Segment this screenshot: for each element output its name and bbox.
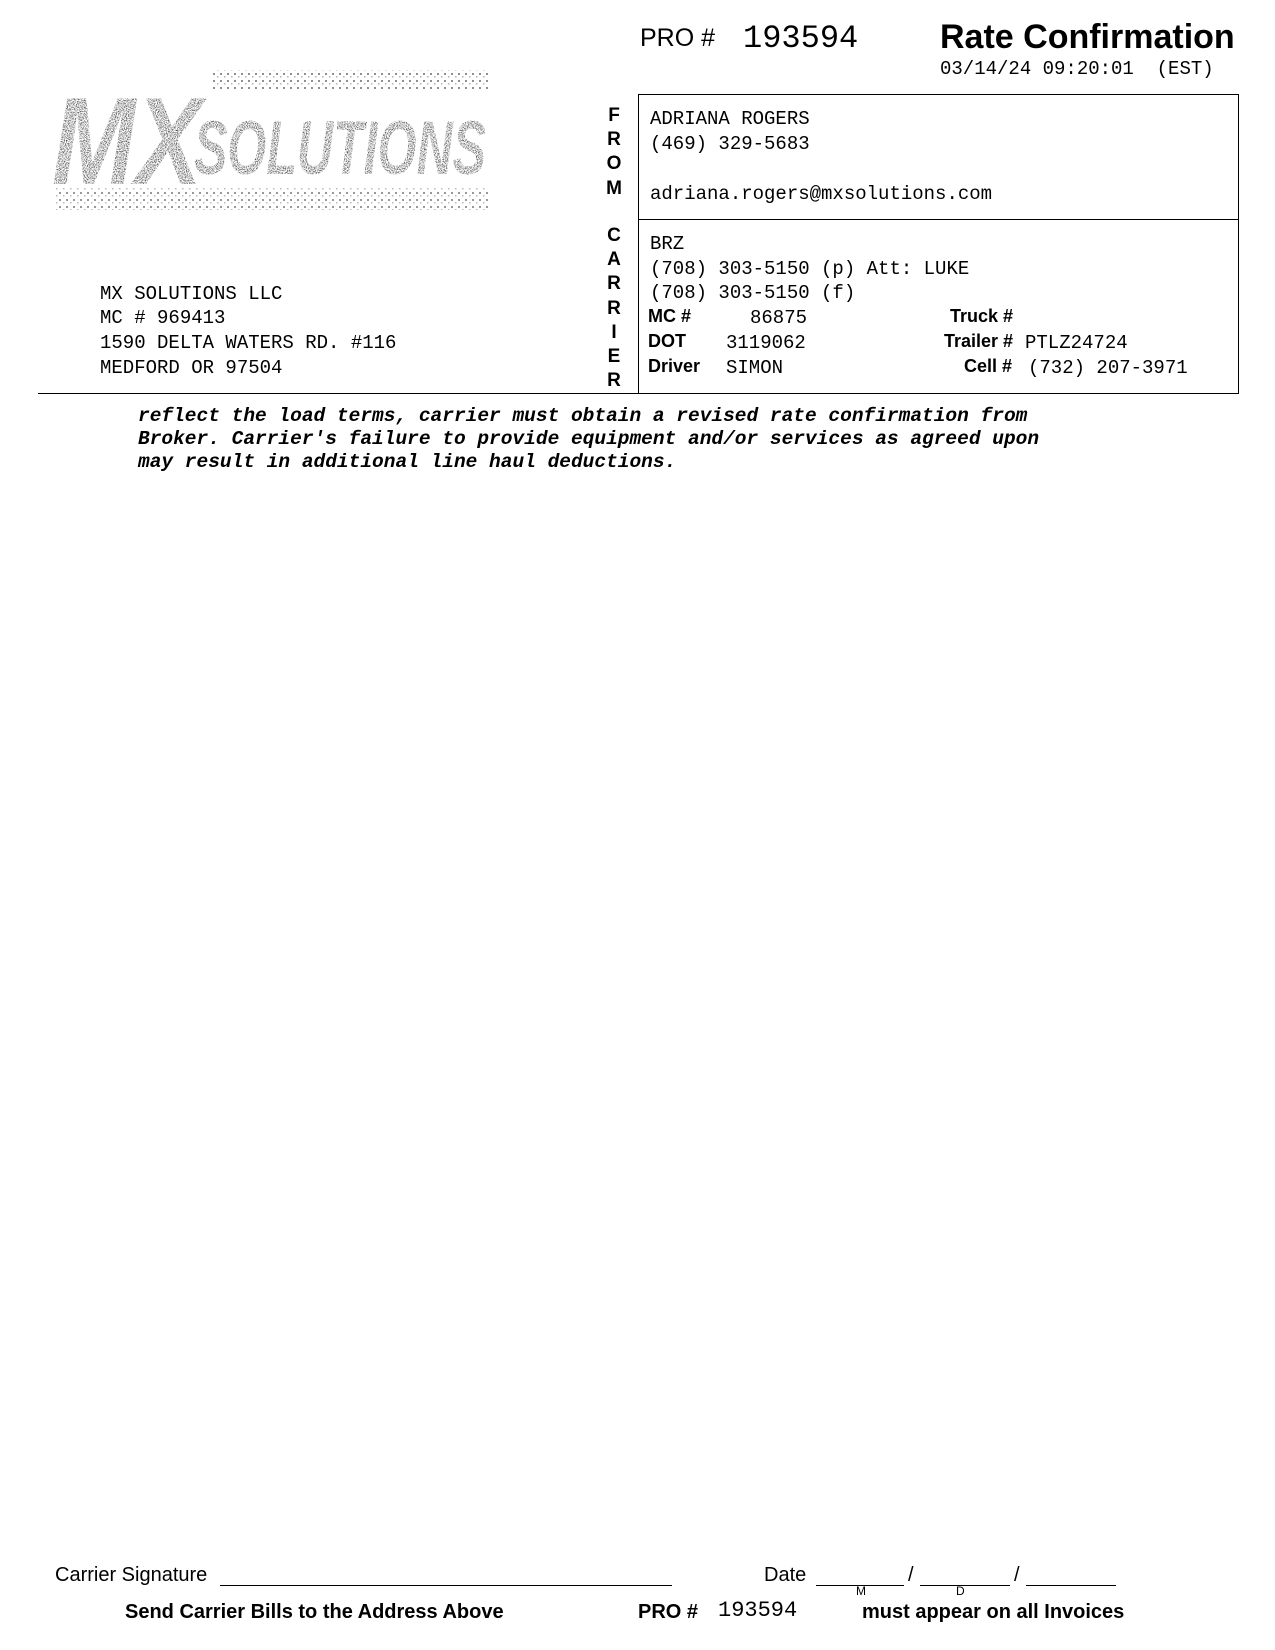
logo-solutions-text: SOLUTIONS [194,106,486,191]
broker-name: MX SOLUTIONS LLC [100,283,283,305]
logo-mx-text: MX [52,73,208,211]
carrier-truck-label: Truck # [950,306,1014,326]
carrier-mc-label: MC # [648,306,692,326]
from-letter: O [606,153,622,175]
date-month-sublabel: M [856,1584,866,1598]
carrier-driver-value: SIMON [726,357,784,379]
carrier-letter: R [607,273,621,295]
carrier-driver-label: Driver [648,356,701,376]
broker-city: MEDFORD OR 97504 [100,357,283,379]
carrier-cell-value: (732) 207-3971 [1028,357,1188,379]
date-slash: / [908,1564,914,1586]
from-vertical-label [604,104,624,201]
carrier-letter: R [607,370,621,392]
date-slash: / [1014,1564,1020,1586]
terms-line: may result in additional line haul deductions. [138,451,677,473]
document-datetime: 03/14/24 09:20:01 (EST) [940,58,1214,80]
terms-line: Broker. Carrier's failure to provide equipment and/or services as agreed upon [138,428,1040,450]
from-letter: R [607,129,621,151]
carrier-trailer-label: Trailer # [944,331,1014,351]
carrier-cell-label: Cell # [964,356,1013,376]
carrier-letter: R [607,297,621,319]
carrier-mc-value: 86875 [750,307,808,329]
from-phone: (469) 329-5683 [650,133,810,155]
broker-street: 1590 DELTA WATERS RD. #116 [100,332,397,354]
carrier-letter: A [607,249,621,271]
send-bills-note: Send Carrier Bills to the Address Above [125,1601,504,1623]
carrier-letter: E [607,346,621,368]
broker-mc: MC # 969413 [100,307,226,329]
date-day-line[interactable] [920,1585,1010,1586]
carrier-trailer-value: PTLZ24724 [1025,332,1128,354]
footer-pro-label: PRO # [638,1601,699,1623]
carrier-letter: C [607,225,621,246]
carrier-letter: I [611,321,617,343]
carrier-name: BRZ [650,233,685,255]
pro-label: PRO # [640,24,716,52]
footer-invoice-note: must appear on all Invoices [862,1601,1125,1623]
header-divider [38,393,1239,394]
carrier-vertical-label [604,224,624,393]
terms-line: reflect the load terms, carrier must obtain a revised rate confirmation from [138,405,1028,427]
pro-number: 193594 [743,20,859,57]
date-label: Date [764,1564,807,1586]
carrier-dot-label: DOT [648,331,686,351]
company-logo [52,66,492,222]
signature-label: Carrier Signature [55,1564,208,1586]
document-title: Rate Confirmation [940,18,1235,56]
footer-pro-number: 193594 [718,1598,798,1623]
carrier-dot-value: 3119062 [726,332,806,354]
carrier-fax: (708) 303-5150 (f) [650,282,856,304]
from-contact-name: ADRIANA ROGERS [650,108,810,130]
from-letter: F [608,105,620,126]
from-letter: M [606,177,622,199]
carrier-phone: (708) 303-5150 (p) Att: LUKE [650,258,970,280]
signature-line[interactable] [220,1585,672,1586]
from-email: adriana.rogers@mxsolutions.com [650,183,993,205]
date-year-line[interactable] [1026,1585,1116,1586]
date-day-sublabel: D [956,1584,965,1598]
